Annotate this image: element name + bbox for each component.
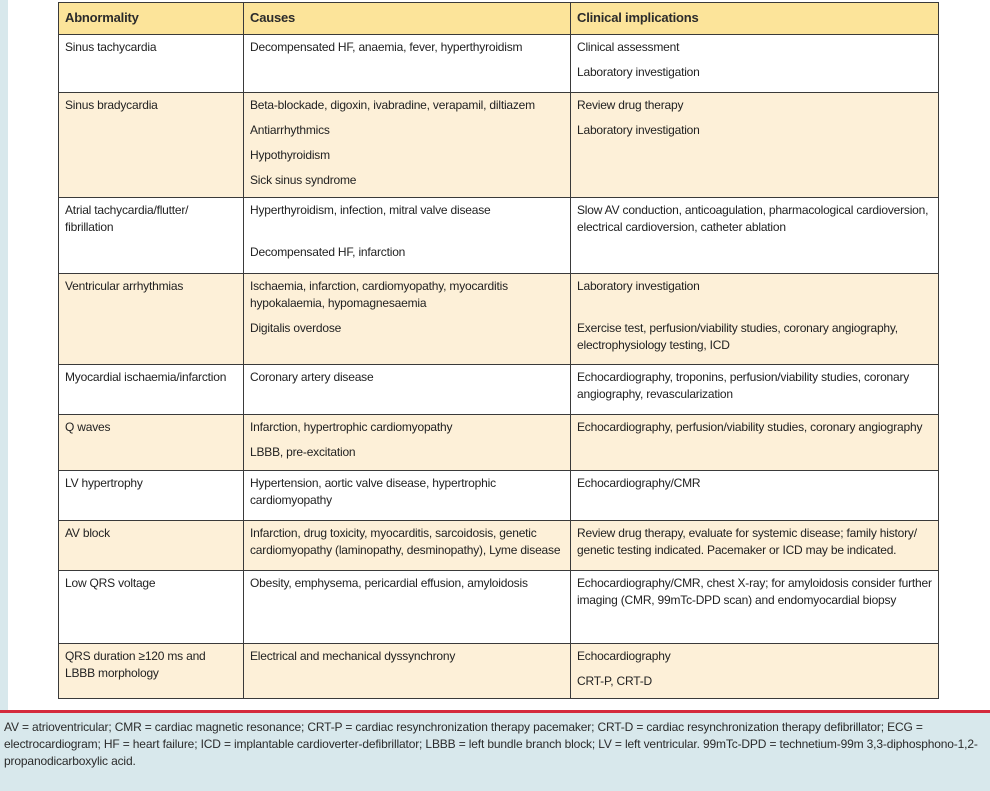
cause-line: Decompensated HF, infarction — [250, 245, 406, 259]
implication-line: Echocardiography — [577, 649, 671, 663]
causes-cell — [244, 644, 571, 699]
abnormality-cell: Ventricular arrhythmias — [59, 274, 244, 365]
implication-line: Clinical assessment — [577, 40, 680, 54]
causes-cell — [244, 365, 571, 415]
abnormality-cell: Sinus tachycardia — [59, 35, 244, 93]
implication-line: Echocardiography, troponins, perfusion/viability studies, coronary angiography, revascularization — [577, 370, 910, 401]
implications-cell — [571, 521, 939, 571]
cause-line: Ischaemia, infarction, cardiomyopathy, myocarditis hypokalaemia, hypomagnesaemia — [250, 279, 508, 310]
abnormality-cell: Q waves — [59, 415, 244, 471]
cause-line: Hyperthyroidism, infection, mitral valve disease — [250, 203, 491, 217]
implication-line: Echocardiography/CMR, chest X-ray; for amyloidosis consider further imaging (CMR, 99mTc-DPD scan) and endomyocardial biopsy — [577, 576, 932, 607]
table-row — [59, 274, 939, 365]
table-row — [59, 571, 939, 644]
table-row — [59, 35, 939, 93]
cause-line: LBBB, pre-excitation — [250, 445, 356, 459]
table-row — [59, 365, 939, 415]
implications-cell — [571, 471, 939, 521]
abnormality-cell: Sinus bradycardia — [59, 93, 244, 198]
implications-cell — [571, 35, 939, 93]
abnormality-cell: Low QRS voltage — [59, 571, 244, 644]
implication-line: Slow AV conduction, anticoagulation, pharmacological cardioversion, electrical cardioversion, catheter ablation — [577, 203, 929, 234]
implication-line: Exercise test, perfusion/viability studies, coronary angiography, electrophysiology testing, ICD — [577, 321, 898, 352]
table-row — [59, 93, 939, 198]
implication-line: Echocardiography/CMR — [577, 476, 701, 490]
causes-cell — [244, 35, 571, 93]
cause-line: Hypothyroidism — [250, 148, 330, 162]
cause-line: Sick sinus syndrome — [250, 173, 357, 187]
implications-cell — [571, 365, 939, 415]
ecg-abnormalities-table-container — [58, 2, 938, 699]
abnormality-cell: Atrial tachycardia/flutter/ fibrillation — [59, 198, 244, 274]
abbreviations-footnote: AV = atrioventricular; CMR = cardiac magnetic resonance; CRT-P = cardiac resynchronization therapy pacemaker; CRT-D = cardiac resynchronization therapy defibrillator; ECG = electrocardiogram; HF = heart failure; ICD = implantable cardioverter-defibrillator; LBBB = left bundle branch block; LV = left ventricular. 99mTc-DPD = technetium-99m 3,3-diphosphono-1,2-propanodicarboxylic acid. — [4, 720, 978, 768]
implication-line: Laboratory investigation — [577, 65, 700, 79]
implications-cell — [571, 274, 939, 365]
implications-cell — [571, 93, 939, 198]
implication-line: Echocardiography, perfusion/viability studies, coronary angiography — [577, 420, 923, 434]
implications-cell — [571, 571, 939, 644]
implications-cell — [571, 415, 939, 471]
causes-cell — [244, 93, 571, 198]
implication-line: CRT-P, CRT-D — [577, 674, 652, 688]
table-row — [59, 644, 939, 699]
cause-line: Electrical and mechanical dyssynchrony — [250, 649, 456, 663]
abnormality-cell: AV block — [59, 521, 244, 571]
causes-cell — [244, 471, 571, 521]
table-row — [59, 471, 939, 521]
cause-line: Beta-blockade, digoxin, ivabradine, verapamil, diltiazem — [250, 98, 535, 112]
causes-cell — [244, 521, 571, 571]
table-row — [59, 415, 939, 471]
cause-line: Digitalis overdose — [250, 321, 342, 335]
cause-line: Infarction, drug toxicity, myocarditis, sarcoidosis, genetic cardiomyopathy (laminopathy, desminopathy), Lyme disease — [250, 526, 561, 557]
implication-line: Laboratory investigation — [577, 279, 700, 293]
cause-line: Infarction, hypertrophic cardiomyopathy — [250, 420, 453, 434]
header-clinical-implications: Clinical implications — [571, 3, 939, 35]
cause-line: Coronary artery disease — [250, 370, 374, 384]
implication-line: Review drug therapy — [577, 98, 684, 112]
causes-cell — [244, 274, 571, 365]
header-causes: Causes — [244, 3, 571, 35]
table-row — [59, 521, 939, 571]
implications-cell — [571, 198, 939, 274]
causes-cell — [244, 198, 571, 274]
implication-line: Laboratory investigation — [577, 123, 700, 137]
abbreviations-footnote-panel — [0, 713, 990, 791]
header-abnormality: Abnormality — [59, 3, 244, 35]
left-margin-strip — [0, 0, 8, 712]
causes-cell — [244, 571, 571, 644]
cause-line: Obesity, emphysema, pericardial effusion, amyloidosis — [250, 576, 528, 590]
table-row — [59, 198, 939, 274]
abnormality-cell: LV hypertrophy — [59, 471, 244, 521]
ecg-abnormalities-table — [58, 2, 939, 699]
cause-line: Decompensated HF, anaemia, fever, hyperthyroidism — [250, 40, 523, 54]
cause-line: Antiarrhythmics — [250, 123, 330, 137]
cause-line: Hypertension, aortic valve disease, hypertrophic cardiomyopathy — [250, 476, 496, 507]
abnormality-cell: Myocardial ischaemia/infarction — [59, 365, 244, 415]
implications-cell — [571, 644, 939, 699]
causes-cell — [244, 415, 571, 471]
abnormality-cell: QRS duration ≥120 ms and LBBB morphology — [59, 644, 244, 699]
table-header-row — [59, 3, 939, 35]
implication-line: Review drug therapy, evaluate for systemic disease; family history/ genetic testing indicated. Pacemaker or ICD may be indicated. — [577, 526, 917, 557]
